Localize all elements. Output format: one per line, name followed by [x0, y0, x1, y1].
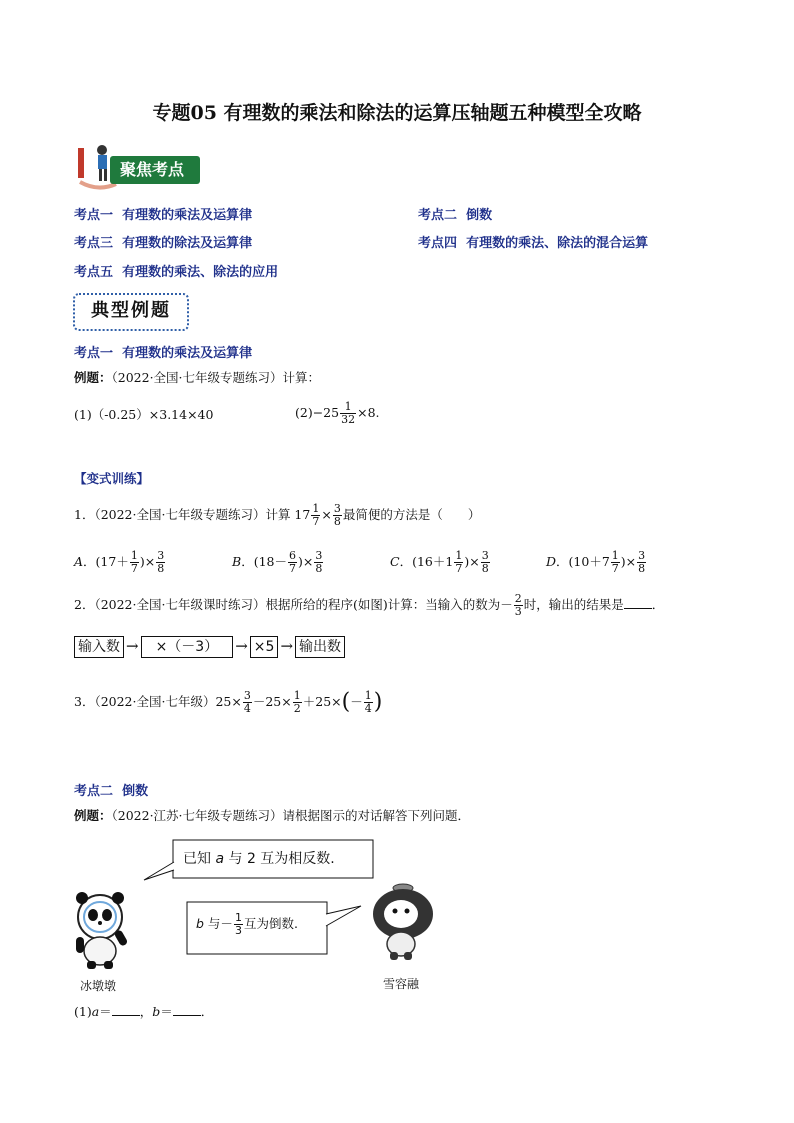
toc-item-text: 有理数的乘法及运算律	[122, 208, 253, 223]
option-letter: B	[232, 554, 242, 569]
numerator: 3	[481, 549, 489, 562]
numerator: 3	[243, 689, 251, 702]
question-1	[74, 503, 480, 528]
section1-part1: (1)（-0.25）×3.14×40	[74, 407, 214, 422]
fraction	[611, 550, 620, 575]
numerator: 1	[340, 401, 356, 414]
numerator: 1	[364, 689, 372, 702]
flow-multiply-neg3-box: ×（－3）	[141, 636, 234, 658]
toc-item-2	[418, 204, 492, 223]
fraction	[333, 503, 342, 528]
arrow-right-icon: →	[280, 637, 294, 655]
bubble-text: 与 2 互为相反数.	[228, 851, 335, 867]
section1-example	[74, 369, 320, 387]
toc-item-text: 有理数的乘法、除法的应用	[122, 265, 279, 280]
toc-item-label: 考点二	[418, 208, 458, 223]
option-letter: D	[546, 554, 557, 569]
example-text: （2022·江苏·七年级专题练习）请根据图示的对话解答下列问题．	[111, 808, 471, 823]
section1-heading	[74, 342, 252, 361]
flow-input-box: 输入数	[74, 636, 124, 658]
numerator: 3	[157, 549, 165, 562]
toc-item-label: 考点四	[418, 236, 458, 251]
q3-term: 25×	[215, 694, 242, 709]
toc-item-5	[74, 261, 278, 280]
toc-item-label: 考点五	[74, 265, 114, 280]
answer-blank-b[interactable]	[173, 1003, 201, 1016]
variable-a: a	[91, 1004, 100, 1019]
numerator: 3	[638, 549, 646, 562]
section2-answer	[74, 1003, 213, 1021]
denominator: 8	[333, 515, 341, 528]
numerator: 3	[333, 502, 341, 515]
denominator: 7	[312, 515, 320, 528]
option-pre: ．(10＋7	[556, 554, 610, 569]
q1-option-d	[546, 550, 647, 575]
mascot-right-label: 雪容融	[383, 977, 420, 991]
bing-dwen-dwen-mascot-icon	[72, 885, 132, 970]
option-mid: )×	[297, 554, 314, 569]
answer-prefix: (1)	[74, 1004, 92, 1019]
answer-end: ．	[200, 1004, 214, 1019]
variable-b: b	[196, 916, 204, 931]
q1-suffix: 最简便的方法是（ ）	[342, 507, 481, 522]
typical-example-box: 典型例题	[73, 293, 189, 331]
section-text: 倒数	[122, 784, 149, 799]
section1-part2	[295, 401, 380, 426]
numerator: 1	[611, 549, 619, 562]
right-paren: )	[373, 689, 383, 715]
speech-bubble-1	[183, 848, 335, 868]
numerator: 6	[288, 549, 296, 562]
flow-multiply-5-box: ×5	[250, 636, 279, 658]
option-mid: )×	[139, 554, 156, 569]
denominator: 8	[638, 562, 646, 575]
fraction	[311, 503, 320, 528]
denominator: 32	[341, 413, 356, 426]
toc-item-text: 倒数	[466, 208, 493, 223]
toc-item-label: 考点一	[74, 208, 114, 223]
focus-banner	[72, 140, 202, 190]
toc-item-text: 有理数的乘法、除法的混合运算	[466, 236, 649, 251]
q1-option-b	[232, 550, 324, 575]
expr-suffix: ×8.	[357, 405, 380, 420]
bubble-text: 与－	[207, 916, 233, 931]
fraction	[364, 690, 373, 715]
shuey-rhon-rhon-mascot-icon	[368, 880, 438, 960]
example-prefix: 例题：	[74, 808, 112, 823]
q3-prefix: 3．（2022·全国·七年级）	[74, 694, 216, 709]
minus-sign: －	[350, 694, 363, 710]
example-text: （2022·全国·七年级专题练习）计算：	[111, 370, 321, 385]
q1-option-c	[390, 550, 491, 575]
numerator: 2	[514, 592, 522, 605]
numerator: 1	[130, 549, 138, 562]
equals-sign: ＝	[160, 1004, 173, 1019]
option-mid: )×	[620, 554, 637, 569]
section-label: 考点一	[74, 346, 114, 361]
answer-blank[interactable]	[624, 596, 652, 609]
denominator: 7	[288, 562, 296, 575]
option-letter: A	[74, 554, 84, 569]
page-title: 专题05 有理数的乘法和除法的运算压轴题五种模型全攻略	[152, 102, 642, 124]
option-pre: ．(17＋	[83, 554, 129, 569]
fraction	[454, 550, 463, 575]
numerator: 3	[315, 549, 323, 562]
denominator: 7	[611, 562, 619, 575]
toc-item-4	[418, 232, 648, 251]
section-label: 考点二	[74, 784, 114, 799]
toc-item-3	[74, 232, 252, 251]
fraction	[514, 593, 523, 618]
answer-blank-a[interactable]	[112, 1003, 140, 1016]
q2-suffix: 时，输出的结果是	[523, 597, 624, 612]
q2-end: ．	[651, 597, 665, 612]
option-pre: ．(16＋1	[399, 554, 454, 569]
denominator: 8	[481, 562, 489, 575]
fraction	[288, 550, 297, 575]
denominator: 8	[315, 562, 323, 575]
variant-heading: 【变式训练】	[74, 471, 150, 486]
bubble-text: 互为倒数.	[243, 916, 298, 931]
q3-term: ＋25×	[302, 694, 342, 709]
expr-prefix: (2)−25	[295, 405, 340, 420]
fraction	[156, 550, 165, 575]
q1-prefix: 1．（2022·全国·七年级专题练习）计算 17	[74, 507, 311, 522]
section2-example	[74, 807, 470, 825]
left-paren: (	[341, 689, 351, 715]
numerator: 1	[312, 502, 320, 515]
numerator: 1	[293, 689, 301, 702]
example-prefix: 例题：	[74, 370, 112, 385]
section-text: 有理数的乘法及运算律	[122, 346, 253, 361]
denominator: 3	[514, 605, 522, 618]
fraction	[481, 550, 490, 575]
option-pre: ．(18－	[241, 554, 287, 569]
program-flow	[74, 636, 345, 658]
denominator: 7	[130, 562, 138, 575]
denominator: 4	[243, 702, 251, 715]
denominator: 8	[157, 562, 165, 575]
q2-prefix: 2．（2022·全国·七年级课时练习）根据所给的程序(如图)计算：当输入的数为－	[74, 597, 513, 612]
numerator: 1	[455, 549, 463, 562]
bubble-text: 已知	[183, 851, 211, 867]
option-letter: C	[390, 554, 400, 569]
fraction	[130, 550, 139, 575]
flow-output-box: 输出数	[295, 636, 345, 658]
fraction	[340, 401, 356, 426]
question-3	[74, 690, 382, 715]
q3-term: －25×	[252, 694, 292, 709]
numerator: 1	[234, 911, 242, 924]
denominator: 7	[455, 562, 463, 575]
q1-mid: ×	[321, 507, 332, 522]
speech-bubble-2	[196, 912, 298, 937]
section2-heading	[74, 780, 148, 799]
question-2	[74, 593, 664, 618]
variable-b: b	[152, 1004, 161, 1019]
toc-item-label: 考点三	[74, 236, 114, 251]
banner-label: 聚焦考点	[110, 156, 200, 184]
fraction	[293, 690, 302, 715]
denominator: 4	[364, 702, 372, 715]
q1-option-a	[74, 550, 166, 575]
separator: ，	[139, 1004, 153, 1019]
variable-a: a	[215, 851, 225, 867]
arrow-right-icon: →	[126, 637, 139, 655]
arrow-right-icon: →	[235, 637, 248, 655]
option-mid: )×	[464, 554, 480, 569]
fraction	[314, 550, 323, 575]
fraction	[234, 912, 243, 937]
denominator: 2	[293, 702, 301, 715]
toc-item-text: 有理数的除法及运算律	[122, 236, 253, 251]
fraction	[637, 550, 646, 575]
mascot-left-label: 冰墩墩	[80, 979, 117, 993]
equals-sign: ＝	[99, 1004, 112, 1019]
toc-item-1	[74, 204, 252, 223]
fraction	[243, 690, 252, 715]
denominator: 3	[234, 924, 242, 937]
